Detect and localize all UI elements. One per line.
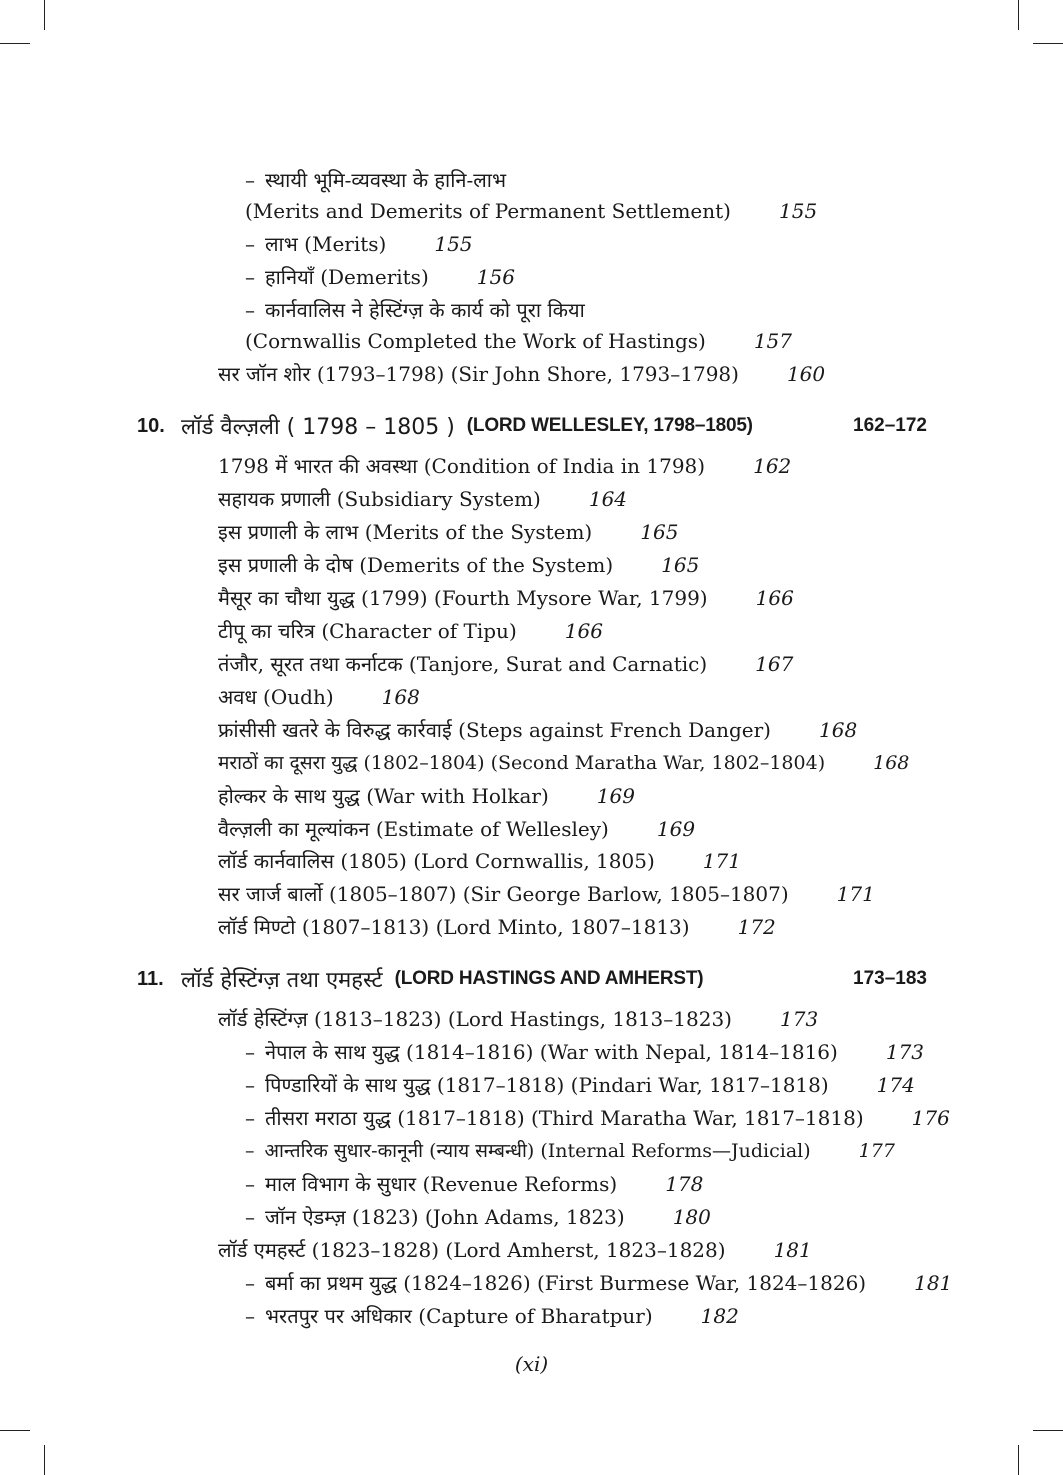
toc-entry xyxy=(245,167,506,193)
page-number: 171 xyxy=(702,849,741,873)
toc-entry xyxy=(245,1171,703,1197)
entry-text: पिण्डारियों के साथ युद्ध (1817–1818) (Pindari War, 1817–1818) xyxy=(265,1073,829,1097)
chapter-title-english: (LORD HASTINGS AND AMHERST) xyxy=(394,968,704,989)
entry-text: सर जार्ज बार्लो (1805–1807) (Sir George Barlow, 1805–1807) xyxy=(218,882,789,906)
page-number: 164 xyxy=(588,487,628,511)
entry-text: नेपाल के साथ युद्ध (1814–1816) (War with Nepal, 1814–1816) xyxy=(265,1040,838,1064)
page-number: 156 xyxy=(476,265,515,289)
entry-text: सहायक प्रणाली (Subsidiary System) xyxy=(218,487,541,511)
page-number: 169 xyxy=(656,817,696,841)
page-number: 171 xyxy=(836,882,875,906)
page-number: 180 xyxy=(672,1205,711,1229)
dash: – xyxy=(245,1073,255,1097)
entry-text: इस प्रणाली के दोष (Demerits of the System) xyxy=(218,553,614,577)
toc-entry xyxy=(218,651,793,677)
chapter-title-hindi: लॉर्ड हेस्टिंग्ज़ तथा एमहर्स्ट xyxy=(181,968,383,993)
entry-text: इस प्रणाली के लाभ (Merits of the System) xyxy=(218,520,593,544)
toc-entry xyxy=(218,684,420,710)
toc-entry xyxy=(218,1237,812,1263)
toc-entry xyxy=(218,361,825,387)
crop-mark xyxy=(1018,1445,1019,1475)
page-number: 181 xyxy=(914,1271,953,1295)
page-number: 177 xyxy=(858,1140,895,1162)
toc-entry xyxy=(245,231,473,257)
entry-text: तंजौर, सूरत तथा कर्नाटक (Tanjore, Surat and Carnatic) xyxy=(218,652,708,676)
toc-entry xyxy=(218,816,695,842)
toc-entry xyxy=(245,297,585,323)
toc-entry xyxy=(218,848,741,874)
dash: – xyxy=(245,1205,255,1229)
toc-entry xyxy=(218,486,627,512)
page-number: 181 xyxy=(773,1238,812,1262)
toc-entry xyxy=(245,198,817,224)
chapter-title-hindi: लॉर्ड वैल्ज़ली ( 1798 – 1805 ) xyxy=(181,415,455,440)
toc-entry xyxy=(218,618,603,644)
toc-entry xyxy=(218,750,909,776)
chapter-title-english: (LORD WELLESLEY, 1798–1805) xyxy=(466,415,753,436)
chapter-number: 11. xyxy=(137,967,164,990)
entry-text: स्थायी भूमि-व्यवस्था के हानि-लाभ xyxy=(265,168,507,192)
dash: – xyxy=(245,1172,255,1196)
page-number: 157 xyxy=(753,329,793,353)
crop-mark xyxy=(1018,0,1019,30)
toc-entry xyxy=(245,328,792,354)
chapter-page-range: 162–172 xyxy=(853,415,927,436)
entry-text: (Cornwallis Completed the Work of Hastings) xyxy=(245,329,706,353)
entry-text: (Merits and Demerits of Permanent Settlement) xyxy=(245,199,731,223)
entry-text: हानियाँ (Demerits) xyxy=(265,265,429,289)
page-number: 155 xyxy=(434,232,473,256)
toc-entry xyxy=(245,1105,950,1131)
toc-entry xyxy=(245,1138,895,1164)
page-number: 168 xyxy=(873,752,910,774)
dash: – xyxy=(245,1304,255,1328)
entry-text: लाभ (Merits) xyxy=(265,232,387,256)
entry-text: फ्रांसीसी खतरे के विरुद्ध कार्रवाई (Steps against French Danger) xyxy=(218,718,771,742)
page-number: 173 xyxy=(780,1007,819,1031)
entry-text: आन्तरिक सुधार-कानूनी (न्याय सम्बन्धी) (Internal Reforms—Judicial) xyxy=(264,1140,811,1162)
entry-text: जॉन ऐडम्ज़ (1823) (John Adams, 1823) xyxy=(265,1205,625,1229)
dash: – xyxy=(245,1140,255,1162)
entry-text: बर्मा का प्रथम युद्ध (1824–1826) (First Burmese War, 1824–1826) xyxy=(265,1271,867,1295)
entry-text: तीसरा मराठा युद्ध (1817–1818) (Third Maratha War, 1817–1818) xyxy=(265,1106,864,1130)
dash: – xyxy=(245,1106,255,1130)
page-number: 165 xyxy=(640,520,679,544)
dash: – xyxy=(245,298,255,322)
entry-text: माल विभाग के सुधार (Revenue Reforms) xyxy=(265,1172,618,1196)
page-number: 176 xyxy=(911,1106,950,1130)
page-number: 167 xyxy=(755,652,794,676)
toc-entry xyxy=(218,717,857,743)
toc-entry xyxy=(245,1303,739,1329)
page-number: 166 xyxy=(564,619,603,643)
toc-entry xyxy=(245,264,515,290)
entry-text: वैल्ज़ली का मूल्यांकन (Estimate of Wellesley) xyxy=(218,817,609,841)
entry-text: मैसूर का चौथा युद्ध (1799) (Fourth Mysore War, 1799) xyxy=(218,586,708,610)
page-number: 173 xyxy=(885,1040,925,1064)
toc-entry xyxy=(218,585,794,611)
entry-text: मराठों का दूसरा युद्ध (1802–1804) (Second Maratha War, 1802–1804) xyxy=(218,752,826,774)
page-number: 178 xyxy=(665,1172,704,1196)
page-number: 162 xyxy=(753,454,792,478)
entry-text: लॉर्ड मिण्टो (1807–1813) (Lord Minto, 1807–1813) xyxy=(218,915,690,939)
entry-text: सर जॉन शोर (1793–1798) (Sir John Shore, 1793–1798) xyxy=(218,362,739,386)
chapter-heading xyxy=(137,964,927,994)
toc-entry xyxy=(245,1270,952,1296)
page-number: 172 xyxy=(737,915,776,939)
page-number: 168 xyxy=(819,718,858,742)
toc-entry xyxy=(218,783,635,809)
entry-text: लॉर्ड कार्नवालिस (1805) (Lord Cornwallis, 1805) xyxy=(218,849,655,873)
chapter-heading xyxy=(137,411,927,441)
entry-text: 1798 में भारत की अवस्था (Condition of India in 1798) xyxy=(218,454,706,478)
entry-text: अवध (Oudh) xyxy=(218,685,334,709)
dash: – xyxy=(245,1040,255,1064)
page-number: 165 xyxy=(661,553,700,577)
crop-mark xyxy=(44,0,45,30)
entry-text: कार्नवालिस ने हेस्टिंग्ज़ के कार्य को पूरा किया xyxy=(265,298,585,322)
page-footer-number: (xi) xyxy=(514,1352,549,1376)
entry-text: लॉर्ड हेस्टिंग्ज़ (1813–1823) (Lord Hastings, 1813–1823) xyxy=(218,1007,732,1031)
toc-entry xyxy=(218,552,699,578)
dash: – xyxy=(245,232,255,256)
page-number: 182 xyxy=(700,1304,739,1328)
toc-entry xyxy=(218,914,776,940)
toc-entry xyxy=(245,1204,711,1230)
dash: – xyxy=(245,168,255,192)
entry-text: होल्कर के साथ युद्ध (War with Holkar) xyxy=(218,784,549,808)
entry-text: लॉर्ड एमहर्स्ट (1823–1828) (Lord Amherst, 1823–1828) xyxy=(218,1238,726,1262)
page-number: 166 xyxy=(755,586,794,610)
crop-mark xyxy=(1033,1430,1063,1431)
page-number: 169 xyxy=(596,784,635,808)
toc-entry xyxy=(245,1072,915,1098)
page-number: 168 xyxy=(381,685,420,709)
crop-mark xyxy=(0,43,30,44)
dash: – xyxy=(245,265,255,289)
page-number: 174 xyxy=(876,1073,915,1097)
toc-entry xyxy=(218,881,875,907)
crop-mark xyxy=(1033,43,1063,44)
toc-entry xyxy=(218,453,791,479)
entry-text: भरतपुर पर अधिकार (Capture of Bharatpur) xyxy=(265,1304,653,1328)
page-number: 160 xyxy=(786,362,826,386)
chapter-page-range: 173–183 xyxy=(853,968,927,989)
chapter-number: 10. xyxy=(137,414,165,437)
page-number: 155 xyxy=(779,199,818,223)
dash: – xyxy=(245,1271,255,1295)
toc-entry xyxy=(218,519,678,545)
entry-text: टीपू का चरित्र (Character of Tipu) xyxy=(218,619,517,643)
crop-mark xyxy=(44,1445,45,1475)
toc-entry xyxy=(245,1039,924,1065)
toc-entry xyxy=(218,1006,818,1032)
crop-mark xyxy=(0,1430,30,1431)
